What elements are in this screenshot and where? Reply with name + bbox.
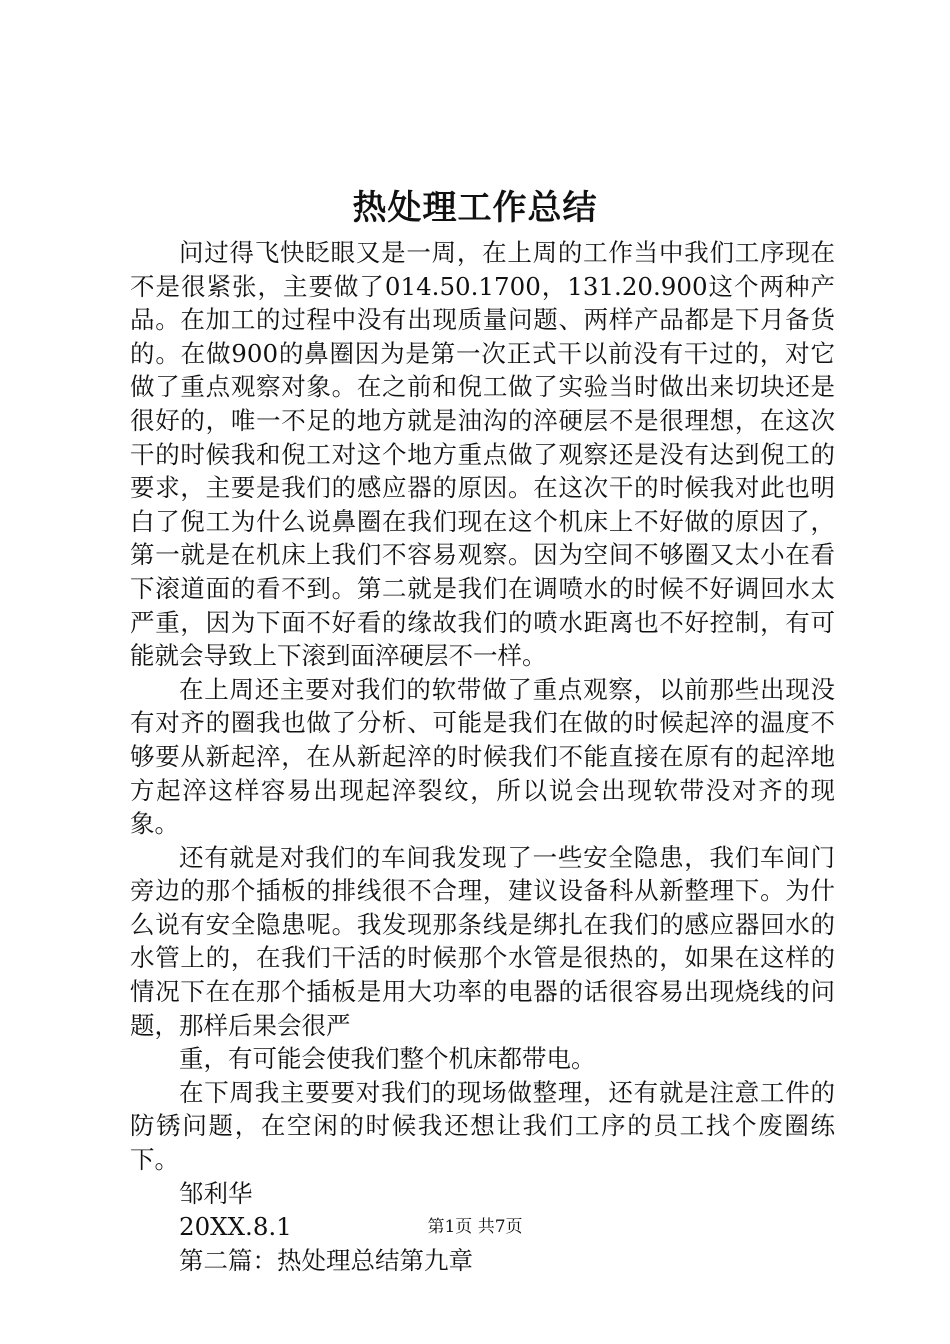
author-name: 邹利华 xyxy=(179,1178,253,1208)
document-date: 20XX.8.1 xyxy=(179,1212,292,1242)
next-chapter-heading: 第二篇：热处理总结第九章 xyxy=(179,1245,473,1275)
document-body xyxy=(130,236,835,1277)
paragraph-4: 重，有可能会使我们整个机床都带电。 xyxy=(179,1044,596,1074)
page-footer: 第1页 共7页 xyxy=(427,1217,523,1237)
paragraph-5: 在下周我主要要对我们的现场做整理，还有就是注意工件的防锈问题，在空闲的时候我还想让我们工序的员工找个废圈练下。 xyxy=(130,1077,835,1175)
paragraph-1: 问过得飞快眨眼又是一周，在上周的工作当中我们工序现在不是很紧张，主要做了014.50.1700，131.20.900这个两种产品。在加工的过程中没有出现质量问题、两样产品都是下月备货的。在做900的鼻圈因为是第一次正式干以前没有干过的，对它做了重点观察对象。在之前和倪工做了实验当时做出来切块还是很好的，唯一不足的地方就是油沟的淬硬层不是很理想，在这次干的时候我和倪工对这个地方重点做了观察还是没有达到倪工的要求，主要是我们的感应器的原因。在这次干的时候我对此也明白了倪工为什么说鼻圈在我们现在这个机床上不好做的原因了，第一就是在机床上我们不容易观察。因为空间不够圈又太小在看下滚道面的看不到。第二就是我们在调喷水的时候不好调回水太严重，因为下面不好看的缘故我们的喷水距离也不好控制，有可能就会导致上下滚到面淬硬层不一样。 xyxy=(130,238,835,671)
paragraph-3: 还有就是对我们的车间我发现了一些安全隐患，我们车间门旁边的那个插板的排线很不合理，建议设备科从新整理下。为什么说有安全隐患呢。我发现那条线是绑扎在我们的感应器回水的水管上的，在我们干活的时候那个水管是很热的，如果在这样的情况下在在那个插板是用大功率的电器的话很容易出现烧线的问题，那样后果会很严 xyxy=(130,842,835,1040)
document-title: 热处理工作总结 xyxy=(352,188,598,228)
paragraph-2: 在上周还主要对我们的软带做了重点观察，以前那些出现没有对齐的圈我也做了分析、可能是我们在做的时候起淬的温度不够要从新起淬，在从新起淬的时候我们不能直接在原有的起淬地方起淬这样容易出现起淬裂纹，所以说会出现软带没对齐的现象。 xyxy=(130,674,835,839)
